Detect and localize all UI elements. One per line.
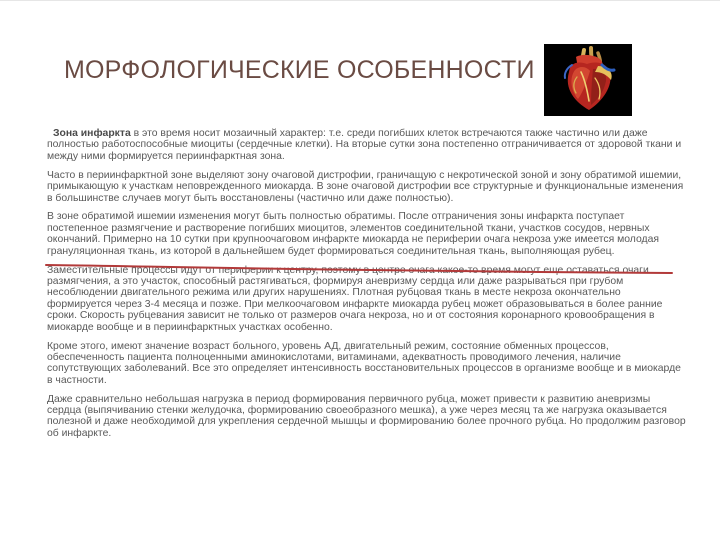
paragraph-load-after-infarct (47, 394, 687, 440)
paragraph-lead-bold: Зона инфаркта (53, 128, 131, 139)
slide-title: МОРФОЛОГИЧЕСКИЕ ОСОБЕННОСТИ (64, 56, 535, 84)
paragraph-reversible-ischemia (47, 211, 687, 257)
paragraph-text: Кроме этого, имеют значение возраст больного, уровень АД, двигательный режим, состояние обменных процессов, обеспеченность пациента полноценными аминокислотами, витаминами, адекватность проводимого лечения, наличие сопутствующих заболеваний. Все это определяет интенсивность восстановительных процессов в организме вообще и в миокарде в частности. (47, 340, 681, 386)
paragraph-text: Даже сравнительно небольшая нагрузка в период формирования первичного рубца, может привести к развитию аневризмы сердца (выпячиванию стенки желудочка, формированию своеобразного мешка), а уже через месяц та же нагрузка оказывается полезной и даже необходимой для укрепления сердечной мышцы и формированию более прочного рубца. Но продолжим разговор об инфаркте. (47, 393, 686, 439)
anatomical-heart-icon (544, 44, 632, 116)
slide-body (47, 128, 687, 447)
paragraph-peri-infarct-zone (47, 170, 687, 204)
paragraph-infarct-zone (47, 128, 687, 162)
paragraph-text: Заместительные процессы идут от периферии к центру, поэтому в центре очага какое-то время могут еще оставаться очаги размягчения, а это участок, способный растягиваться, формируя аневризму сердца или даже разрываться при грубом несоблюдении двигательного режима или других нарушениях. Плотная рубцовая ткань в месте некроза окончательно формируется через 3-4 месяца и позже. При мелкоочаговом инфаркте миокарда рубец может образовываться в более ранние сроки. Скорость рубцевания зависит не только от размеров очага некроза, но и от состояния коронарного кровообращения в миокарде вообще и в периинфарктных участках особенно. (47, 264, 663, 333)
paragraph-text: Часто в периинфарктной зоне выделяют зону очаговой дистрофии, граничащую с некротической зоной и зону обратимой ишемии, примыкающую к участкам неповрежденного миокарда. В зоне очаговой дистрофии все структурные и функциональные изменения в большинстве случаев могут быть восстановлены (частично или даже полностью). (47, 169, 684, 204)
paragraph-text: В зоне обратимой ишемии изменения могут быть полностью обратимы. После отграничения зоны инфаркта поступает постепенное размягчение и растворение погибших миоцитов, элементов соединительной ткани, участков сосудов, нервных окончаний. Примерно на 10 сутки при крупноочаговом инфаркте миокарда не периферии очага некроза уже имеется молодая грануляционная ткань, из которой в дальнейшем будет формироваться соединительная ткань, выполняющая рубец. (47, 211, 659, 257)
top-divider (0, 0, 720, 1)
heart-illustration (544, 44, 632, 116)
paragraph-healing-factors (47, 341, 687, 387)
paragraph-text: в это время носит мозаичный характер: т.е. среди погибших клеток встречаются также частично или даже полностью работоспособные миоциты (сердечные клетки). На вторые сутки зона постепенно отграничивается от здоровой ткани и между ними формируется периинфарктная зона. (47, 128, 682, 162)
red-strike-line (46, 263, 672, 275)
